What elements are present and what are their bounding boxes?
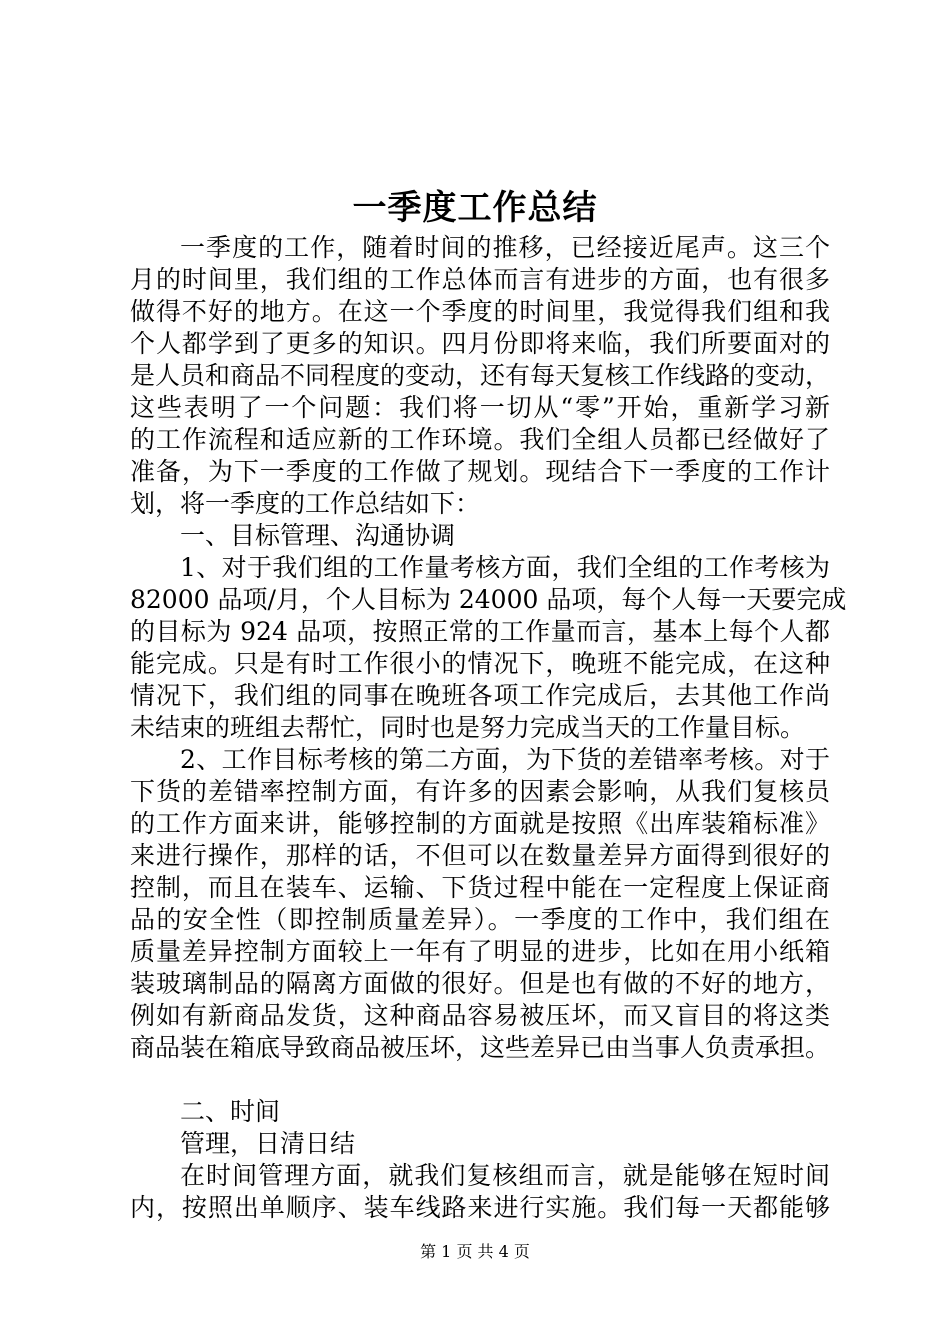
paragraph-line: 来进行操作，那样的话，不但可以在数量差异方面得到很好的 bbox=[130, 841, 830, 870]
section-heading: 二、时间 bbox=[180, 1097, 281, 1126]
paragraph-line: 未结束的班组去帮忙，同时也是努力完成当天的工作量目标。 bbox=[130, 713, 806, 742]
paragraph-line: 下货的差错率控制方面，有许多的因素会影响，从我们复核员 bbox=[130, 777, 830, 806]
paragraph-line: 的目标为 924 品项，按照正常的工作量而言，基本上每个人都 bbox=[130, 617, 830, 646]
paragraph-line: 一季度的工作，随着时间的推移，已经接近尾声。这三个 bbox=[180, 233, 830, 262]
page-footer: 第 1 页 共 4 页 bbox=[420, 1242, 530, 1261]
section-heading: 一、目标管理、沟通协调 bbox=[180, 521, 456, 550]
paragraph-line: 1、对于我们组的工作量考核方面，我们全组的工作考核为 bbox=[180, 553, 830, 582]
paragraph-line: 准备，为下一季度的工作做了规划。现结合下一季度的工作计 bbox=[130, 457, 830, 486]
paragraph-line: 做得不好的地方。在这一个季度的时间里，我觉得我们组和我 bbox=[130, 297, 830, 326]
paragraph-line: 82000 品项/月，个人目标为 24000 品项，每个人每一天要完成 bbox=[130, 585, 847, 614]
paragraph-line: 品的安全性（即控制质量差异）。一季度的工作中，我们组在 bbox=[130, 905, 830, 934]
document-body bbox=[130, 232, 847, 1224]
paragraph-line: 这些表明了一个问题：我们将一切从“零”开始，重新学习新 bbox=[130, 393, 830, 422]
paragraph-line: 控制，而且在装车、运输、下货过程中能在一定程度上保证商 bbox=[130, 873, 830, 902]
page-title: 一季度工作总结 bbox=[352, 188, 598, 228]
paragraph-line: 的工作方面来讲，能够控制的方面就是按照《出库装箱标准》 bbox=[130, 809, 830, 838]
paragraph-line: 2、工作目标考核的第二方面，为下货的差错率考核。对于 bbox=[180, 745, 830, 774]
paragraph-line: 装玻璃制品的隔离方面做的很好。但是也有做的不好的地方， bbox=[130, 969, 830, 998]
paragraph-line: 的工作流程和适应新的工作环境。我们全组人员都已经做好了 bbox=[130, 425, 830, 454]
paragraph-line: 内，按照出单顺序、装车线路来进行实施。我们每一天都能够 bbox=[130, 1193, 830, 1222]
paragraph-line: 是人员和商品不同程度的变动，还有每天复核工作线路的变动， bbox=[130, 361, 831, 390]
paragraph-line: 质量差异控制方面较上一年有了明显的进步，比如在用小纸箱 bbox=[130, 937, 830, 966]
blank-line bbox=[130, 1064, 830, 1096]
paragraph-line: 划，将一季度的工作总结如下： bbox=[130, 489, 481, 518]
paragraph-line: 能完成。只是有时工作很小的情况下，晚班不能完成，在这种 bbox=[130, 649, 830, 678]
paragraph-line: 情况下，我们组的同事在晚班各项工作完成后，去其他工作尚 bbox=[130, 681, 830, 710]
paragraph-line: 商品装在箱底导致商品被压坏，这些差异已由当事人负责承担。 bbox=[130, 1033, 831, 1062]
paragraph-line: 例如有新商品发货，这种商品容易被压坏，而又盲目的将这类 bbox=[130, 1001, 830, 1030]
paragraph-line: 月的时间里，我们组的工作总体而言有进步的方面，也有很多 bbox=[130, 265, 830, 294]
paragraph-line: 个人都学到了更多的知识。四月份即将来临，我们所要面对的 bbox=[130, 329, 830, 358]
paragraph-line: 在时间管理方面，就我们复核组而言，就是能够在短时间 bbox=[180, 1161, 830, 1190]
section-heading-continued: 管理，日清日结 bbox=[180, 1129, 356, 1158]
